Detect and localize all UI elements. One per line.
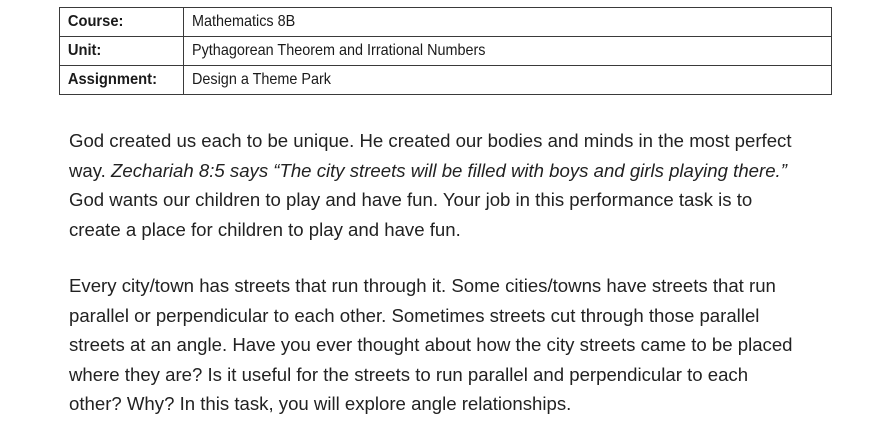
- streets-paragraph: [69, 271, 849, 419]
- paragraph-line: parallel or perpendicular to each other. Sometimes streets cut through those parallel: [69, 304, 760, 326]
- paragraph-line: God wants our children to play and have fun. Your job in this performance task is to: [69, 189, 753, 210]
- paragraph-text: way.: [69, 159, 112, 181]
- paragraph-line: other? Why? In this task, you will explore angle relationships.: [69, 393, 572, 414]
- table-row-unit: [60, 37, 832, 66]
- course-value: Mathematics 8B: [184, 8, 832, 37]
- unit-label: Unit:: [60, 37, 174, 66]
- unit-value: Pythagorean Theorem and Irrational Numbers: [184, 37, 832, 66]
- scripture-quote: Zechariah 8:5 says “The city streets will be filled with boys and girls playing there.”: [111, 159, 787, 181]
- intro-paragraph: [69, 126, 849, 244]
- assignment-value: Design a Theme Park: [184, 66, 832, 95]
- paragraph-line: create a place for children to play and have fun.: [69, 218, 461, 240]
- assignment-label: Assignment:: [60, 66, 174, 95]
- paragraph-line: God created us each to be unique. He created our bodies and minds in the most perfect: [69, 130, 792, 151]
- paragraph-line: Every city/town has streets that run through it. Some cities/towns have streets that run: [69, 275, 776, 296]
- paragraph-line: [69, 156, 849, 186]
- table-row-assignment: [60, 66, 832, 95]
- paragraph-line: where they are? Is it useful for the streets to run parallel and perpendicular to each: [69, 363, 749, 385]
- assignment-info-table: [59, 7, 832, 95]
- table-row-course: [60, 8, 832, 37]
- paragraph-line: streets at an angle. Have you ever thought about how the city streets came to be placed: [69, 334, 793, 355]
- course-label: Course:: [60, 8, 174, 37]
